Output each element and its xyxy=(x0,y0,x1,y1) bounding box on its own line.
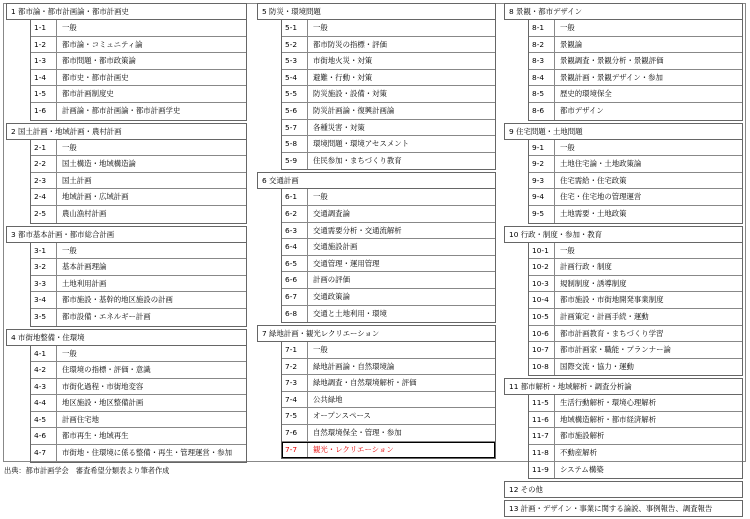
subcategory-row xyxy=(31,189,246,206)
subcategory-row xyxy=(529,428,742,445)
category-heading: 3 都市基本計画・都市総合計画 xyxy=(6,226,247,243)
subcategory-row xyxy=(31,412,246,429)
subcategory-code: 2-1 xyxy=(31,140,57,156)
subcategory-row xyxy=(31,259,246,276)
subcategory-name: 一般 xyxy=(62,23,77,32)
subcategory-name: 国土計画 xyxy=(62,175,92,185)
subcategory-code: 1-1 xyxy=(31,20,57,36)
subcategory-name: 国土構造・地域構造論 xyxy=(62,159,136,169)
subcategory-code: 2-4 xyxy=(31,189,57,205)
subcategory-name: 各種災害・対策 xyxy=(313,122,365,132)
subcategory-name: 農山漁村計画 xyxy=(62,208,107,218)
subcategory-code: 1-6 xyxy=(31,103,57,120)
subcategory-name: 緑地計画論・自然環境論 xyxy=(313,361,395,371)
subcategory-code: 11-7 xyxy=(529,428,555,444)
category-heading: 11 都市解析・地域解析・調査分析論 xyxy=(504,378,743,395)
subcategory-name: 土地需要・土地政策 xyxy=(560,208,627,218)
subcategory-name: 一般 xyxy=(313,192,328,202)
subcategory-code: 9-4 xyxy=(529,189,555,205)
subcategory-name: 都市史・都市計画史 xyxy=(62,72,129,82)
subcategory-code: 6-6 xyxy=(282,272,308,288)
subcategory-name: 都市論・コミュニティ論 xyxy=(62,39,143,49)
subcategory-row xyxy=(529,395,742,412)
subcategory-row xyxy=(31,173,246,190)
subcategory-code: 2-2 xyxy=(31,156,57,172)
subcategory-code: 4-4 xyxy=(31,395,57,411)
category-section xyxy=(504,481,743,498)
subcategory-code: 7-7 xyxy=(282,442,308,459)
subcategory-code: 6-5 xyxy=(282,256,308,272)
subcategory-name: 計画の評価 xyxy=(313,275,350,285)
subcategory-name: 都市施設・市街地開発事業制度 xyxy=(560,295,664,305)
subcategory-row xyxy=(31,243,246,260)
subcategory-name: 都市防災の指標・評価 xyxy=(313,39,387,49)
subcategory-row xyxy=(31,86,246,103)
subcategory-name: 地域構造解析・都市経済解析 xyxy=(560,414,657,424)
subcategory-row xyxy=(31,346,246,363)
subcategory-name: 計画策定・計画手続・運動 xyxy=(560,311,649,321)
subcategory-name: 地域計画・広域計画 xyxy=(62,192,129,202)
subcategory-code: 4-3 xyxy=(31,379,57,395)
subcategory-code: 3-5 xyxy=(31,309,57,326)
subcategory-name: 都市計画教育・まちづくり学習 xyxy=(560,328,664,338)
subcategory-row xyxy=(529,70,742,87)
subcategory-code: 1-2 xyxy=(31,37,57,53)
subcategory-name: 一般 xyxy=(62,245,77,255)
subcategory-row xyxy=(529,243,742,260)
subcategory-name: 緑地調査・自然環境解析・評価 xyxy=(313,378,417,388)
subcategory-row xyxy=(282,359,495,376)
subcategory-row xyxy=(529,462,742,479)
subcategory-name: 都市設備・エネルギー計画 xyxy=(62,311,151,321)
column-3 xyxy=(504,3,743,519)
subcategory-name: 都市問題・都市政策論 xyxy=(62,56,136,66)
subcategory-name: 交通と土地利用・環境 xyxy=(313,308,387,318)
subcategory-name: 環境問題・環境アセスメント xyxy=(313,139,410,149)
subcategory-row xyxy=(529,309,742,326)
subcategory-name: 防災施設・設備・対策 xyxy=(313,89,387,99)
subcategory-row xyxy=(31,53,246,70)
subcategory-code: 5-6 xyxy=(282,103,308,119)
subcategory-code: 7-3 xyxy=(282,375,308,391)
category-heading: 6 交通計画 xyxy=(257,172,496,189)
subcategory-code: 6-8 xyxy=(282,306,308,323)
subcategory-name: 一般 xyxy=(62,348,77,358)
subcategory-list xyxy=(30,140,247,224)
category-section xyxy=(504,123,743,224)
subcategory-name: 都市施設・基幹的地区施設の計画 xyxy=(62,295,173,305)
subcategory-name: 一般 xyxy=(560,245,575,255)
subcategory-name: 計画論・都市計画論・都市計画学史 xyxy=(62,105,181,115)
subcategory-row xyxy=(529,189,742,206)
subcategory-code: 7-5 xyxy=(282,408,308,424)
subcategory-code: 8-4 xyxy=(529,70,555,86)
subcategory-name: 景観論 xyxy=(560,39,583,49)
subcategory-row xyxy=(282,442,495,459)
subcategory-row xyxy=(529,292,742,309)
subcategory-row xyxy=(529,259,742,276)
subcategory-code: 5-2 xyxy=(282,37,308,53)
subcategory-name: 交通管理・運用管理 xyxy=(313,258,380,268)
subcategory-name: 歴史的環境保全 xyxy=(560,89,612,99)
subcategory-name: 国際交流・協力・運動 xyxy=(560,361,634,371)
subcategory-name: 計画住宅地 xyxy=(62,414,99,424)
subcategory-code: 7-2 xyxy=(282,359,308,375)
subcategory-list xyxy=(528,140,743,224)
subcategory-row xyxy=(529,173,742,190)
subcategory-code: 9-3 xyxy=(529,173,555,189)
subcategory-row xyxy=(282,256,495,273)
subcategory-name: 規制制度・誘導制度 xyxy=(560,278,627,288)
subcategory-list xyxy=(281,189,496,323)
subcategory-row xyxy=(31,292,246,309)
subcategory-code: 3-2 xyxy=(31,259,57,275)
subcategory-code: 3-1 xyxy=(31,243,57,259)
category-section xyxy=(6,226,247,327)
subcategory-code: 10-5 xyxy=(529,309,555,325)
category-heading: 10 行政・制度・参加・教育 xyxy=(504,226,743,243)
subcategory-name: 都市再生・地域再生 xyxy=(62,431,129,441)
category-heading: 2 国土計画・地域計画・農村計画 xyxy=(6,123,247,140)
subcategory-row xyxy=(282,425,495,442)
subcategory-row xyxy=(529,20,742,37)
subcategory-row xyxy=(31,140,246,157)
subcategory-name: 市街化過程・市街地変容 xyxy=(62,381,144,391)
subcategory-row xyxy=(31,395,246,412)
source-note: 出典：都市計画学会 審査希望分類表より筆者作成 xyxy=(4,466,170,475)
subcategory-row xyxy=(282,289,495,306)
subcategory-row xyxy=(282,103,495,120)
subcategory-row xyxy=(31,103,246,120)
category-heading: 5 防災・環境問題 xyxy=(257,3,496,20)
subcategory-code: 10-2 xyxy=(529,259,555,275)
subcategory-name: 観光・レクリエーション xyxy=(313,444,394,454)
subcategory-code: 11-8 xyxy=(529,445,555,461)
subcategory-name: 景観調査・景観分析・景観評価 xyxy=(560,56,664,66)
subcategory-row xyxy=(31,309,246,326)
category-section xyxy=(6,3,247,121)
subcategory-row xyxy=(31,445,246,462)
subcategory-code: 6-1 xyxy=(282,189,308,205)
subcategory-row xyxy=(282,342,495,359)
subcategory-row xyxy=(529,86,742,103)
subcategory-list xyxy=(30,20,247,121)
subcategory-code: 5-9 xyxy=(282,153,308,170)
subcategory-row xyxy=(31,206,246,223)
subcategory-name: 一般 xyxy=(313,345,328,355)
category-section xyxy=(504,500,743,517)
subcategory-code: 10-4 xyxy=(529,292,555,308)
subcategory-row xyxy=(282,136,495,153)
subcategory-code: 10-7 xyxy=(529,342,555,358)
subcategory-row xyxy=(31,428,246,445)
subcategory-code: 10-8 xyxy=(529,359,555,376)
category-heading: 9 住宅問題・土地問題 xyxy=(504,123,743,140)
subcategory-code: 9-5 xyxy=(529,206,555,223)
category-heading: 1 都市論・都市計画論・都市計画史 xyxy=(6,3,247,20)
column-1 xyxy=(6,3,247,465)
subcategory-name: 不動産解析 xyxy=(560,448,597,458)
subcategory-code: 3-4 xyxy=(31,292,57,308)
subcategory-name: 住宅・住宅地の管理運営 xyxy=(560,192,642,202)
subcategory-name: 自然環境保全・管理・参加 xyxy=(313,428,402,438)
subcategory-list xyxy=(528,20,743,121)
subcategory-name: 一般 xyxy=(313,23,328,32)
subcategory-row xyxy=(31,70,246,87)
subcategory-row xyxy=(529,156,742,173)
subcategory-code: 7-6 xyxy=(282,425,308,441)
subcategory-name: 交通施設計画 xyxy=(313,242,358,252)
subcategory-code: 1-4 xyxy=(31,70,57,86)
subcategory-row xyxy=(529,359,742,376)
subcategory-row xyxy=(31,37,246,54)
subcategory-code: 1-3 xyxy=(31,53,57,69)
subcategory-name: 一般 xyxy=(560,142,575,152)
subcategory-name: 住民参加・まちづくり教育 xyxy=(313,155,402,165)
subcategory-name: 交通政策論 xyxy=(313,291,350,301)
category-section xyxy=(257,172,496,323)
subcategory-name: 基本計画理論 xyxy=(62,262,107,272)
subcategory-row xyxy=(31,379,246,396)
subcategory-code: 6-2 xyxy=(282,206,308,222)
subcategory-name: 公共緑地 xyxy=(313,394,343,404)
subcategory-code: 3-3 xyxy=(31,276,57,292)
subcategory-code: 10-1 xyxy=(529,243,555,259)
subcategory-row xyxy=(529,103,742,120)
subcategory-row xyxy=(282,189,495,206)
category-section xyxy=(6,123,247,224)
subcategory-row xyxy=(529,276,742,293)
subcategory-code: 4-1 xyxy=(31,346,57,362)
subcategory-name: 都市デザイン xyxy=(560,105,604,115)
subcategory-row xyxy=(529,206,742,223)
subcategory-row xyxy=(529,37,742,54)
subcategory-code: 10-3 xyxy=(529,276,555,292)
subcategory-row xyxy=(282,223,495,240)
subcategory-name: 市街地火災・対策 xyxy=(313,56,373,66)
category-section xyxy=(6,329,247,463)
subcategory-code: 6-3 xyxy=(282,223,308,239)
subcategory-list xyxy=(528,395,743,479)
subcategory-code: 4-5 xyxy=(31,412,57,428)
category-section xyxy=(504,3,743,121)
subcategory-name: 都市施設解析 xyxy=(560,431,605,441)
subcategory-row xyxy=(282,392,495,409)
subcategory-code: 9-1 xyxy=(529,140,555,156)
category-section xyxy=(257,3,496,170)
subcategory-name: 土地住宅論・土地政策論 xyxy=(560,159,642,169)
subcategory-list xyxy=(528,243,743,377)
subcategory-row xyxy=(31,362,246,379)
subcategory-row xyxy=(282,37,495,54)
subcategory-row xyxy=(282,272,495,289)
subcategory-code: 5-4 xyxy=(282,70,308,86)
category-heading: 4 市街地整備・住環境 xyxy=(6,329,247,346)
subcategory-row xyxy=(282,408,495,425)
subcategory-code: 11-9 xyxy=(529,462,555,479)
subcategory-name: オープンスペース xyxy=(313,411,371,421)
subcategory-name: 住宅需給・住宅政策 xyxy=(560,175,627,185)
subcategory-code: 5-1 xyxy=(282,20,308,36)
subcategory-code: 1-5 xyxy=(31,86,57,102)
subcategory-row xyxy=(529,53,742,70)
subcategory-row xyxy=(529,342,742,359)
subcategory-row xyxy=(31,20,246,37)
subcategory-code: 10-6 xyxy=(529,326,555,342)
subcategory-row xyxy=(282,70,495,87)
subcategory-name: 生活行動解析・環境心理解析 xyxy=(560,398,657,408)
subcategory-code: 8-2 xyxy=(529,37,555,53)
category-heading: 7 緑地計画・観光レクリエーション xyxy=(257,325,496,342)
subcategory-row xyxy=(282,375,495,392)
subcategory-list xyxy=(30,243,247,327)
subcategory-row xyxy=(282,20,495,37)
category-heading: 12 その他 xyxy=(504,481,743,498)
subcategory-name: 都市計画家・職能・プランナー論 xyxy=(560,345,671,355)
subcategory-list xyxy=(281,20,496,170)
category-section xyxy=(504,226,743,377)
column-2 xyxy=(257,3,496,461)
subcategory-name: 景観計画・景観デザイン・参加 xyxy=(560,72,663,82)
subcategory-name: 住環境の指標・評価・意識 xyxy=(62,365,151,375)
subcategory-name: 市街地・住環境に係る整備・再生・管理運営・参加 xyxy=(62,448,232,458)
subcategory-code: 2-5 xyxy=(31,206,57,223)
subcategory-name: 避難・行動・対策 xyxy=(313,72,373,82)
subcategory-name: 一般 xyxy=(560,23,575,32)
category-heading: 8 景観・都市デザイン xyxy=(504,3,743,20)
subcategory-row xyxy=(282,53,495,70)
subcategory-code: 11-5 xyxy=(529,395,555,411)
subcategory-row xyxy=(282,206,495,223)
subcategory-name: 一般 xyxy=(62,142,77,152)
subcategory-code: 4-2 xyxy=(31,362,57,378)
subcategory-name: システム構築 xyxy=(560,464,604,474)
subcategory-code: 6-4 xyxy=(282,239,308,255)
subcategory-name: 交通需要分析・交通流解析 xyxy=(313,225,402,235)
subcategory-name: 都市計画制度史 xyxy=(62,89,114,99)
subcategory-code: 11-6 xyxy=(529,412,555,428)
subcategory-name: 地区施設・地区整備計画 xyxy=(62,398,144,408)
subcategory-code: 9-2 xyxy=(529,156,555,172)
subcategory-code: 8-6 xyxy=(529,103,555,120)
subcategory-code: 2-3 xyxy=(31,173,57,189)
subcategory-name: 交通調査論 xyxy=(313,208,350,218)
subcategory-row xyxy=(282,86,495,103)
subcategory-code: 5-5 xyxy=(282,86,308,102)
category-heading: 13 計画・デザイン・事業に関する論説、事例報告、調査報告 xyxy=(504,500,743,517)
subcategory-row xyxy=(282,153,495,170)
subcategory-code: 4-6 xyxy=(31,428,57,444)
subcategory-row xyxy=(529,412,742,429)
subcategory-code: 7-4 xyxy=(282,392,308,408)
subcategory-code: 4-7 xyxy=(31,445,57,462)
subcategory-code: 8-1 xyxy=(529,20,555,36)
subcategory-code: 5-3 xyxy=(282,53,308,69)
category-section xyxy=(504,378,743,479)
subcategory-name: 計画行政・制度 xyxy=(560,262,612,272)
subcategory-row xyxy=(31,276,246,293)
subcategory-row xyxy=(529,445,742,462)
subcategory-code: 8-3 xyxy=(529,53,555,69)
subcategory-code: 5-7 xyxy=(282,120,308,136)
subcategory-row xyxy=(282,120,495,137)
subcategory-row xyxy=(529,326,742,343)
subcategory-row xyxy=(282,239,495,256)
subcategory-code: 6-7 xyxy=(282,289,308,305)
subcategory-list xyxy=(281,342,496,459)
subcategory-row xyxy=(282,306,495,323)
subcategory-code: 5-8 xyxy=(282,136,308,152)
category-section xyxy=(257,325,496,459)
subcategory-row xyxy=(31,156,246,173)
subcategory-name: 土地利用計画 xyxy=(62,278,107,288)
subcategory-list xyxy=(30,346,247,463)
subcategory-name: 防災計画論・復興計画論 xyxy=(313,105,395,115)
subcategory-code: 7-1 xyxy=(282,342,308,358)
subcategory-code: 8-5 xyxy=(529,86,555,102)
subcategory-row xyxy=(529,140,742,157)
